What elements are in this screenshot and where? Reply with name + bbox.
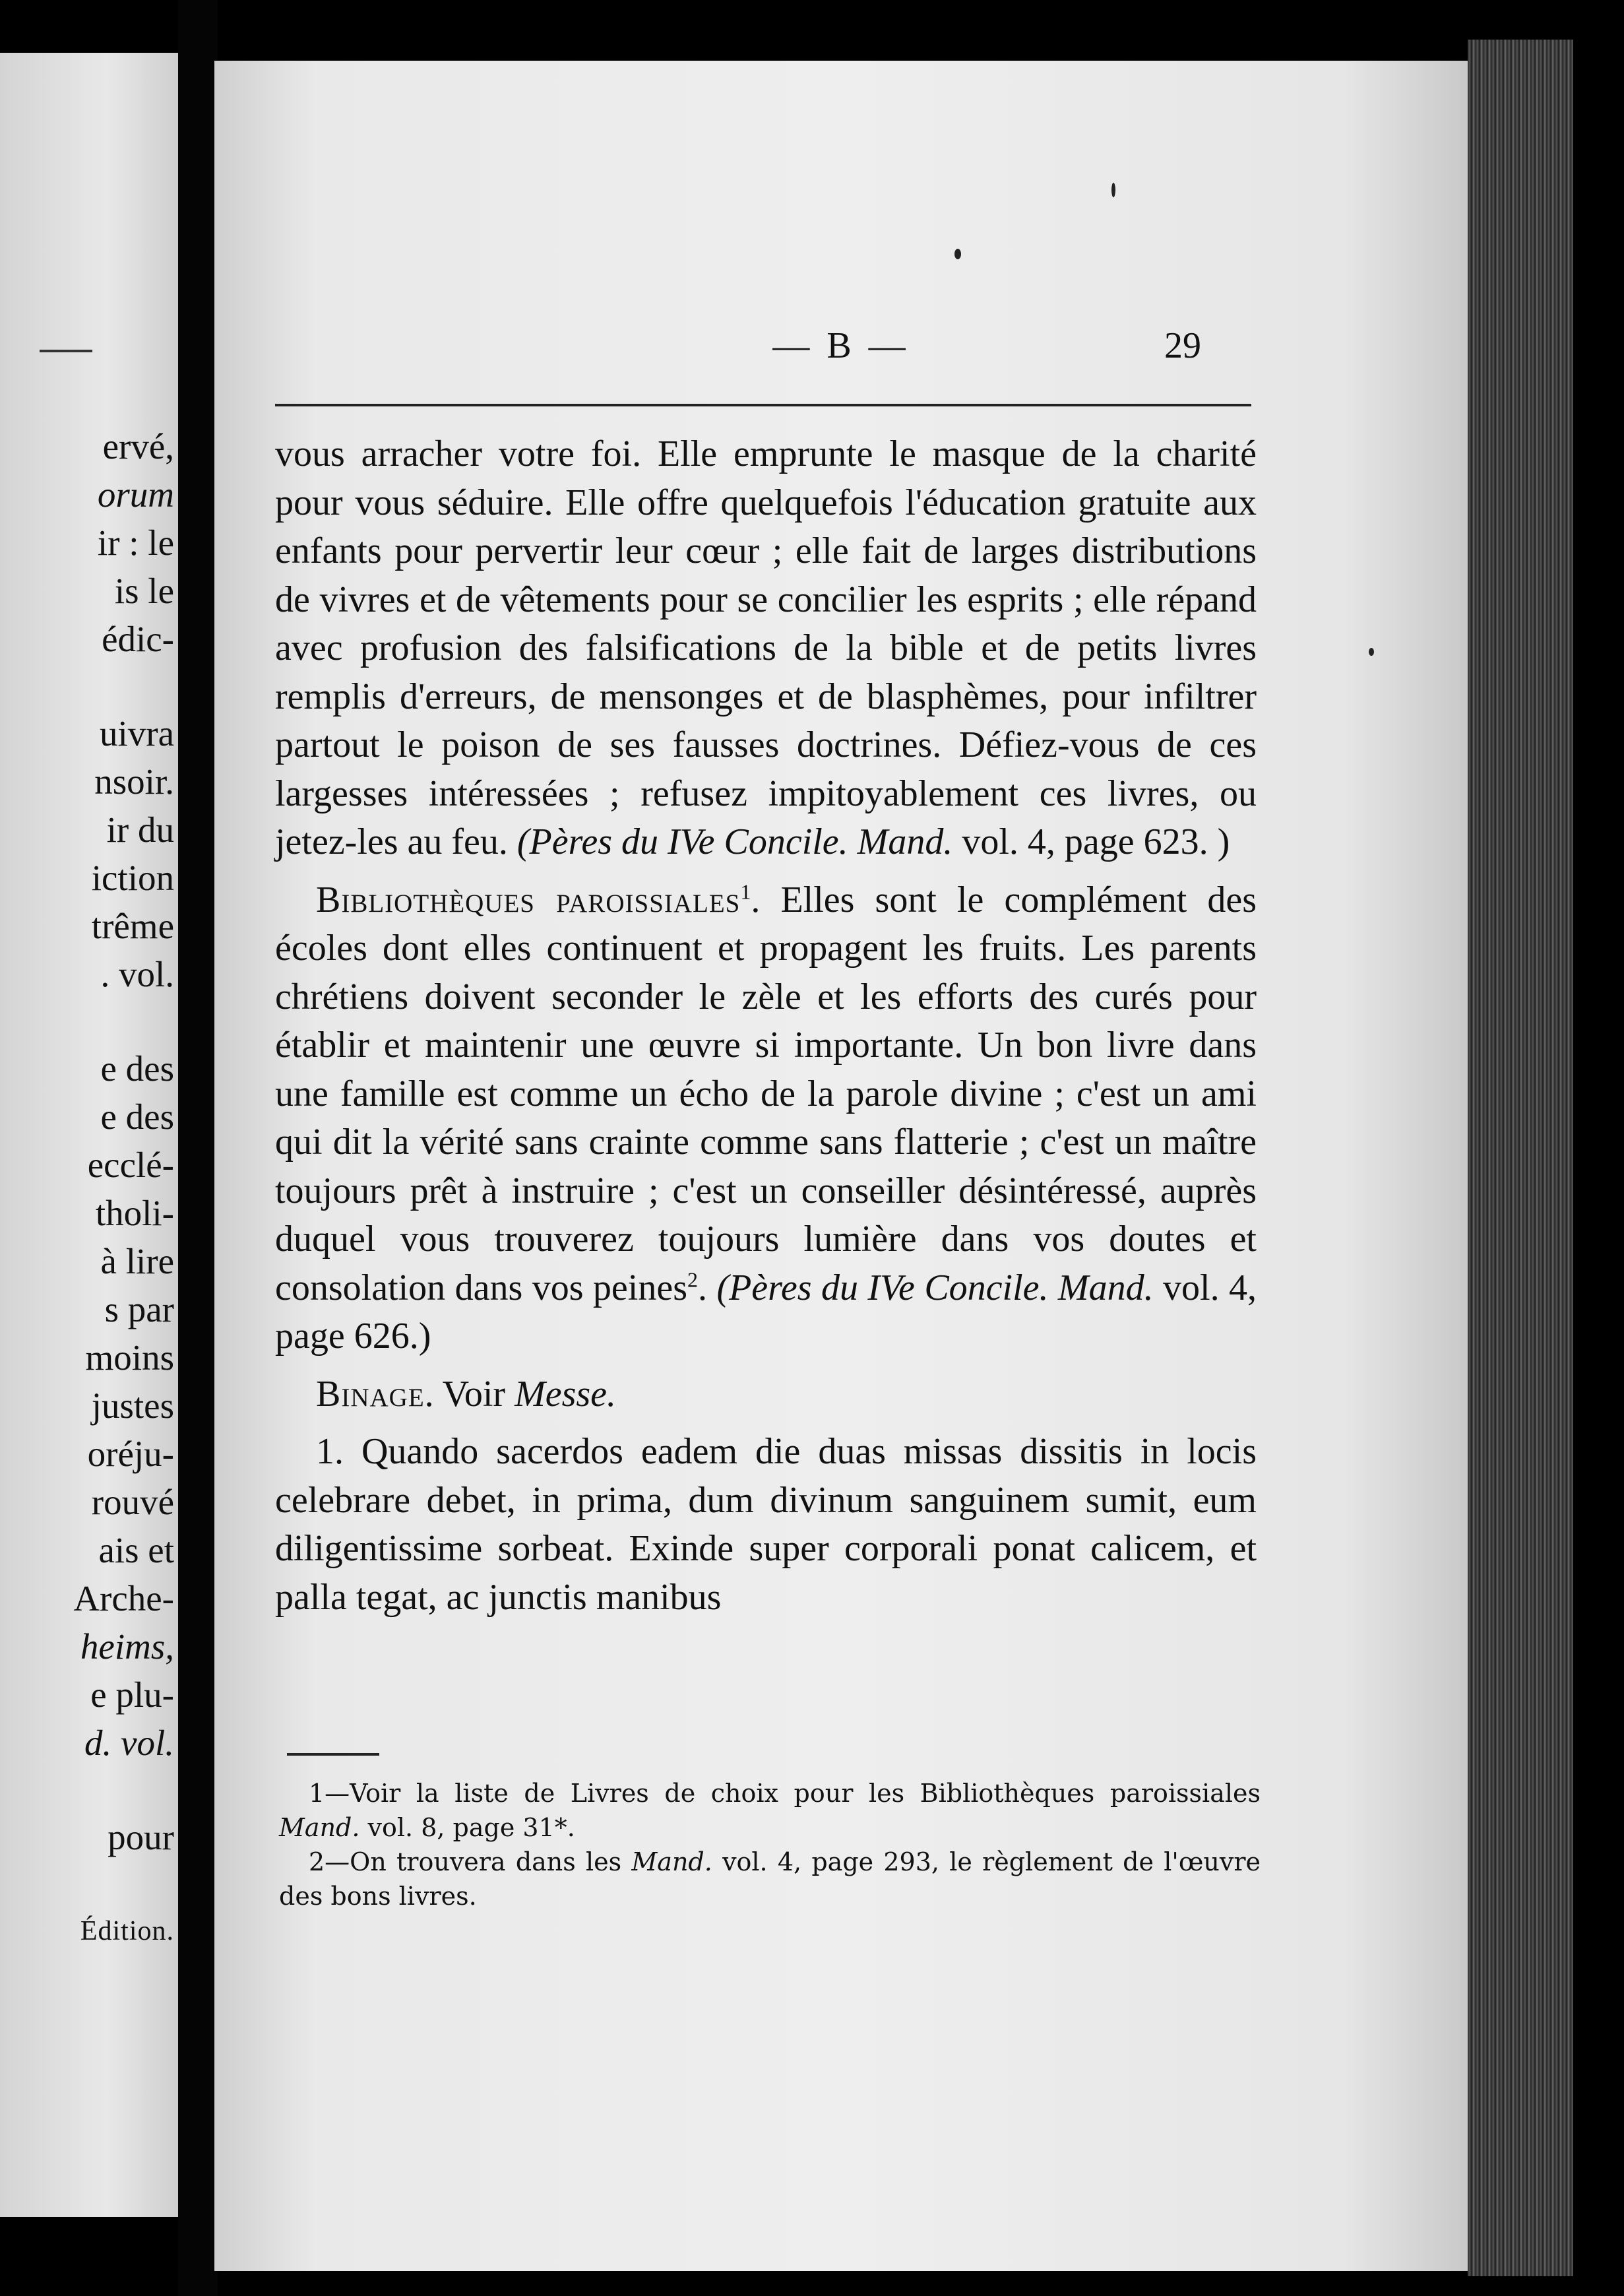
previous-page-line: ir du: [106, 810, 174, 850]
previous-page-line: nsoir.: [94, 761, 174, 802]
previous-page-line: tholi-: [95, 1193, 174, 1233]
footnotes: [279, 1776, 1261, 1913]
scan-speck: [1111, 183, 1115, 197]
numbered-paragraph: 1. Quando sacerdos eadem die duas missas dissitis in locis celebrare debet, in prima, dum divinum sanguinem sumit, eum diligentissime sorbeat. Exinde super corporali ponat calicem, et palla tegat, ac junctis manibus: [275, 1431, 1257, 1618]
previous-page-line: orum: [97, 474, 174, 515]
entry-binage: Binage. Voir Messe.: [316, 1373, 617, 1415]
body-text: [275, 430, 1257, 1622]
previous-page-line: moins: [85, 1337, 174, 1378]
footnote-2: 2—On trouvera dans les Mand. vol. 4, page 293, le règlement de l'œuvre des bons livres.: [279, 1847, 1261, 1911]
previous-page-rule: [40, 350, 92, 352]
running-header: [214, 325, 1468, 377]
previous-page-line: à lire: [100, 1241, 174, 1281]
previous-page-line: ervé,: [102, 426, 174, 466]
scan-speck: [954, 249, 961, 259]
entry-bibliotheques: Bibliothèques paroissiales$^1$. Elles sont le complément des écoles dont elles continuent et propagent les fruits. Les parents chrétiens doivent seconder le zèle et les efforts des curés pour établir et maintenir une œuvre si importante. Un bon livre dans une famille est comme un écho de la parole divine ; c'est un ami qui dit la vérité sans crainte comme sans flatterie ; c'est un maître toujours prêt à instruire ; c'est un conseiller désintéressé, auprès duquel vous trouverez toujours lumière dans vos doutes et consolation dans vos peines$^2$. (Pères du IVe Concile. Mand. vol. 4, page 626.): [275, 879, 1257, 1356]
previous-page-line: Édition.: [80, 1916, 174, 1946]
previous-page-line: ecclé-: [87, 1145, 174, 1185]
previous-page-line: heims,: [80, 1626, 174, 1667]
previous-page-line: iction: [91, 858, 174, 898]
previous-page-line: [73, 998, 174, 1044]
previous-page-line: e plu-: [90, 1674, 174, 1715]
previous-page-line: rouvé: [91, 1482, 174, 1522]
previous-page-line: [73, 1861, 174, 1907]
section-letter: — B —: [772, 325, 910, 366]
previous-page-line: édic-: [102, 619, 174, 659]
previous-page-text: [73, 422, 174, 1956]
previous-page-line: pour: [108, 1817, 174, 1857]
previous-page-line: is le: [114, 571, 174, 611]
previous-page-line: [73, 663, 174, 709]
previous-page-line: s par: [104, 1289, 174, 1329]
previous-page-line: trême: [91, 906, 174, 946]
previous-page-line: . vol.: [100, 954, 174, 994]
previous-page-line: [73, 1767, 174, 1813]
scan-speck: [1369, 648, 1374, 656]
previous-page: [0, 53, 178, 2217]
citation: (Pères du IVe Concile. Mand.: [716, 1267, 1154, 1308]
citation-tail: vol. 4, page 626.): [275, 1267, 1257, 1356]
paragraph-number: 1.: [316, 1431, 344, 1472]
paragraph-continuation: vous arracher votre foi. Elle emprunte le masque de la charité pour vous séduire. Elle offre quelquefois l'éducation gratuite aux enfants pour pervertir leur cœur ; elle fait de larges distributions de vivres et de vêtements pour se concilier les esprits ; elle répand avec profusion des falsifications de la bible et de petits livres remplis d'erreurs, de mensonges et de blasphèmes, pour infiltrer partout le poison de ses fausses doctrines. Défiez-vous de ces largesses intéressées ; refusez impitoyablement ces livres, ou jetez-les au feu. (Pères du IVe Concile. Mand. vol. 4, page 623. ): [275, 433, 1257, 862]
previous-page-line: ais et: [98, 1530, 174, 1570]
footnote-rule: [287, 1753, 379, 1756]
footnote-mark: 2: [687, 1267, 698, 1291]
page-stack-edge: [1468, 40, 1573, 2276]
previous-page-line: Arche-: [73, 1578, 174, 1618]
citation-tail: vol. 4, page 623. ): [962, 821, 1230, 862]
citation: (Pères du IVe Concile. Mand.: [516, 821, 953, 862]
previous-page-line: ir : le: [97, 523, 174, 563]
book-gutter: [178, 0, 218, 2296]
entry-heading: Binage: [316, 1373, 425, 1415]
previous-page-line: d. vol.: [84, 1723, 174, 1763]
previous-page-line: justes: [91, 1386, 174, 1426]
entry-heading: Bibliothèques paroissiales: [316, 879, 741, 920]
footnote-mark: 1: [740, 879, 751, 903]
cross-reference: Messe.: [515, 1373, 617, 1415]
page: [214, 61, 1468, 2271]
footnote-1: 1—Voir la liste de Livres de choix pour les Bibliothèques paroissiales Mand. vol. 8, page 31*.: [279, 1779, 1261, 1842]
previous-page-line: uivra: [99, 713, 174, 753]
previous-page-line: oréju-: [87, 1434, 174, 1474]
header-rule: [275, 404, 1251, 406]
previous-page-line: e des: [100, 1048, 174, 1089]
previous-page-line: e des: [100, 1097, 174, 1137]
page-number: 29: [1164, 325, 1201, 366]
